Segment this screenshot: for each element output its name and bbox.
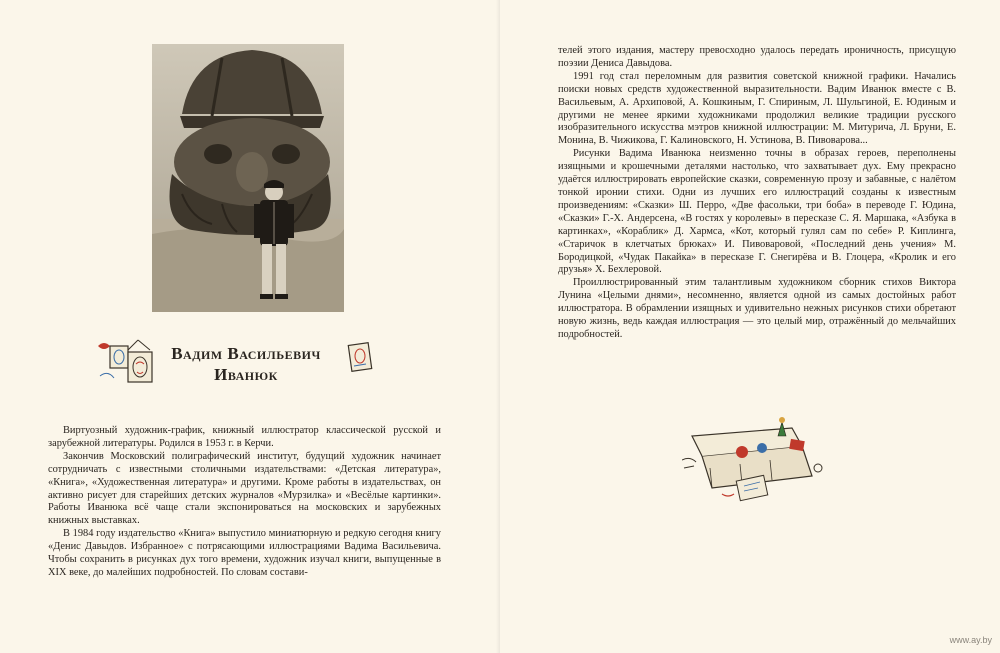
title-line-1: Вадим Васильевич <box>171 344 321 363</box>
paragraph: Закончив Московский полиграфический институт, будущий художник начинает сотрудничать с известными столичными издательствами: «Детская литература», «Книга», «Художественная литература» и другими. Кроме работы в издательствах, он активно рисует для старейших детских журналов «Мурзилка» и «Весёлые картинки». Работы Иванюка всё чаще стали экспонироваться на московских и зарубежных книжных выставках. <box>48 450 441 527</box>
watermark: www.ay.by <box>949 635 992 645</box>
left-body-text <box>48 425 441 580</box>
right-body-text <box>558 45 956 342</box>
paragraph: 1991 год стал переломным для развития советской книжной графики. Начались поиски новых средств художественной выразительности. Вадим Иванюк вместе с В. Васильевым, А. Архиповой, А. Кошкиным, Г. Спириным, Л. Шульгиной, Е. Юдиным и другими не менее яркими художниками продолжил великие традиции русского изобразительного искусства мэтров книжной иллюстрации: М. Митурича, Л. Бруни, Е. Монина, В. Чижикова, Г. Калиновского, Н. Устинова, В. Пивоварова... <box>558 70 956 147</box>
small-portrait-card-doodle-icon <box>346 340 376 374</box>
paragraph: Рисунки Вадима Иванюка неизменно точны в образах героев, переполнены изящными и крошечными деталями настолько, что захватывает дух. Ему прекрасно удаётся иллюстрировать европейские сказки, современную прозу и забавные, с налётом тонкой иронии стихи. Одни из лучших его иллюстраций созданы к известным произведениям: «Сказки» Ш. Перро, «Две фасольки, три боба» в переводе Г. Юдина, «Сказки» Г.-Х. Андерсена, «В гостях у королевы» в пересказе С. Я. Маршака, «Азбука в картинках», «Кораблик» Д. Хармса, «Кот, который гулял сам по себе» Р. Киплинга, «Старичок в клетчатых брюках» И. Пивоваровой, «Последний день учения» М. Бородицкой, «Чудак Пакайка» в пересказе Г. Снегирёва и В. Глоцера, «Кролик и его друзья» Х. Бехлеровой. <box>558 148 956 276</box>
title-line-2: Иванюк <box>214 365 278 384</box>
paragraph: Виртуозный художник-график, книжный иллюстратор классической русской и зарубежной литературы. Родился в 1953 г. в Керчи. <box>48 425 441 449</box>
photo-boy-at-giant-head-statue-icon <box>152 44 344 312</box>
paragraph: Проиллюстрированный этим талантливым художником сборник стихов Виктора Лунина «Целыми днями», несомненно, является одной из самых достойных работ иллюстратора. В обрамлении изящных и удивительно нежных рисунков стихи обретают новую жизнь, ведь каждая иллюстрация — это целый мир, отражённый до мельчайших подробностей. <box>558 277 956 340</box>
paragraph: В 1984 году издательство «Книга» выпустило миниатюрную и редкую сегодня книгу «Денис Давыдов. Избранное» с потрясающими иллюстрациями Вадима Васильевича. Чтобы сохранить в рисунках дух того времени, художник изучал книги, выпущенные в XIX веке, до малейших подробностей. По словам состави- <box>48 528 441 578</box>
toy-box-doodle-icon <box>682 416 832 502</box>
right-page <box>500 0 1000 653</box>
page-title <box>140 343 352 385</box>
paragraph: телей этого издания, мастеру превосходно удалось передать ироничность, присущую поэзии Дениса Давыдова. <box>558 45 956 69</box>
